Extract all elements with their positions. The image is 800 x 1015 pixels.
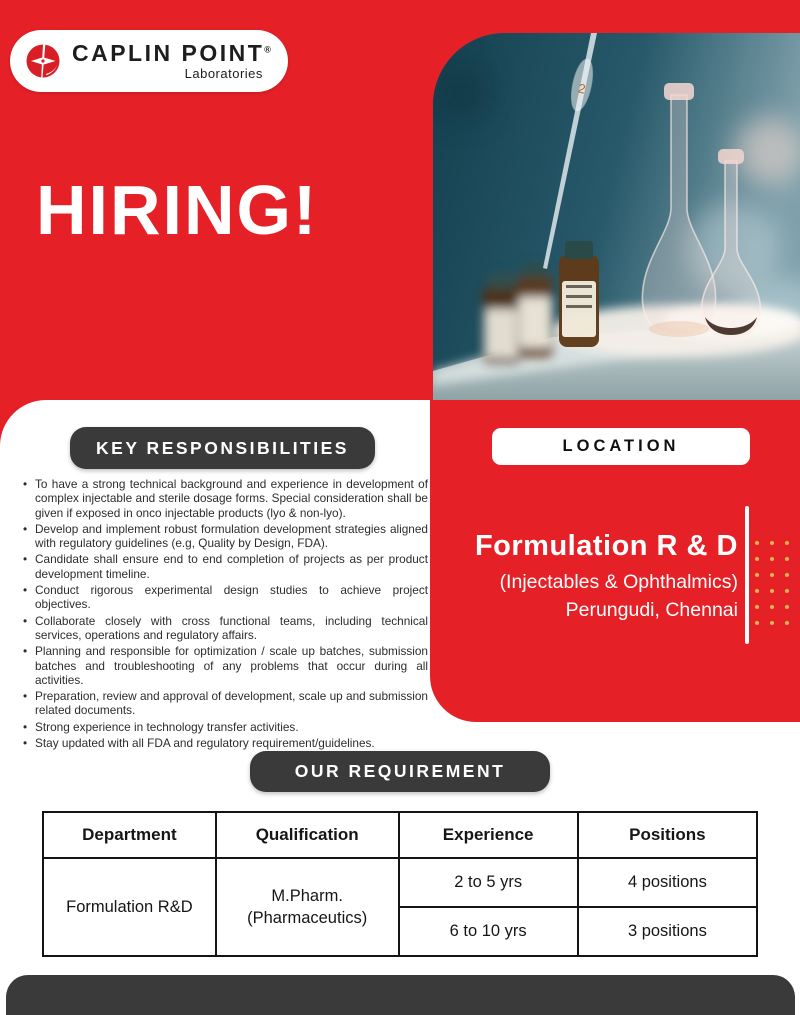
responsibility-item: • Preparation, review and approval of development, scale up and submission related documents. (22, 689, 428, 718)
lab-photo-illustration (433, 33, 800, 400)
cell-qualification (216, 858, 399, 956)
responsibility-item: • Strong experience in technology transfer activities. (22, 720, 428, 734)
responsibility-item: • To have a strong technical background and experience in development of complex injectable and sterile dosage forms. Special consideration shall be given if exposed in onco injectable products (lyo & non-lyo). (22, 477, 428, 520)
header-department: Department (43, 812, 216, 858)
table-row (43, 858, 757, 907)
responsibility-item: • Conduct rigorous experimental design studies to achieve project objectives. (22, 583, 428, 612)
key-responsibilities-badge: KEY RESPONSIBILITIES (70, 427, 375, 469)
brand-logo-card (10, 30, 288, 92)
lab-photo (433, 33, 800, 400)
role-block (442, 530, 738, 622)
table-header-row (43, 812, 757, 858)
header-positions: Positions (578, 812, 757, 858)
location-panel (430, 400, 800, 722)
header-experience: Experience (399, 812, 578, 858)
requirements-table (42, 811, 758, 957)
brand-name: CAPLIN POINT® (72, 40, 271, 66)
cell-positions: 3 positions (578, 907, 757, 956)
pipette-volume-label: 2 (576, 80, 587, 97)
role-title: Formulation R & D (474, 530, 738, 562)
registered-mark: ® (264, 44, 271, 55)
hiring-headline: HIRING! (36, 171, 319, 249)
qualification-line-1: M.Pharm. (271, 886, 343, 905)
cell-experience: 6 to 10 yrs (399, 907, 578, 956)
responsibilities-list (22, 477, 428, 752)
role-subtitle: (Injectables & Ophthalmics) (499, 571, 738, 594)
cell-positions: 4 positions (578, 858, 757, 907)
responsibility-item: • Collaborate closely with cross functional teams, including technical services, operations and regulatory affairs. (22, 614, 428, 643)
footer-bar (6, 975, 795, 1015)
qualification-line-2: (Pharmaceutics) (247, 909, 368, 927)
header-qualification: Qualification (216, 812, 399, 858)
vertical-divider-line (745, 506, 749, 644)
dots-decoration (755, 541, 789, 625)
location-badge: LOCATION (492, 428, 750, 465)
brand-text (72, 42, 271, 80)
cell-department: Formulation R&D (43, 858, 216, 956)
responsibility-item: • Stay updated with all FDA and regulatory requirement/guidelines. (22, 736, 428, 750)
responsibility-item: • Develop and implement robust formulation development strategies aligned with regulatory guidelines (e.g, Quality by Design, FDA). (22, 522, 428, 551)
our-requirement-badge: OUR REQUIREMENT (250, 751, 550, 792)
responsibility-item: • Candidate shall ensure end to end completion of projects as per product development timeline. (22, 552, 428, 581)
brand-tagline: Laboratories (184, 66, 263, 81)
role-location: Perungudi, Chennai (565, 598, 738, 621)
cell-experience: 2 to 5 yrs (399, 858, 578, 907)
responsibility-item: • Planning and responsible for optimization / scale up batches, submission batches and troubleshooting of any problems that occur during all activities. (22, 644, 428, 687)
caplin-point-logo-icon (24, 41, 64, 81)
